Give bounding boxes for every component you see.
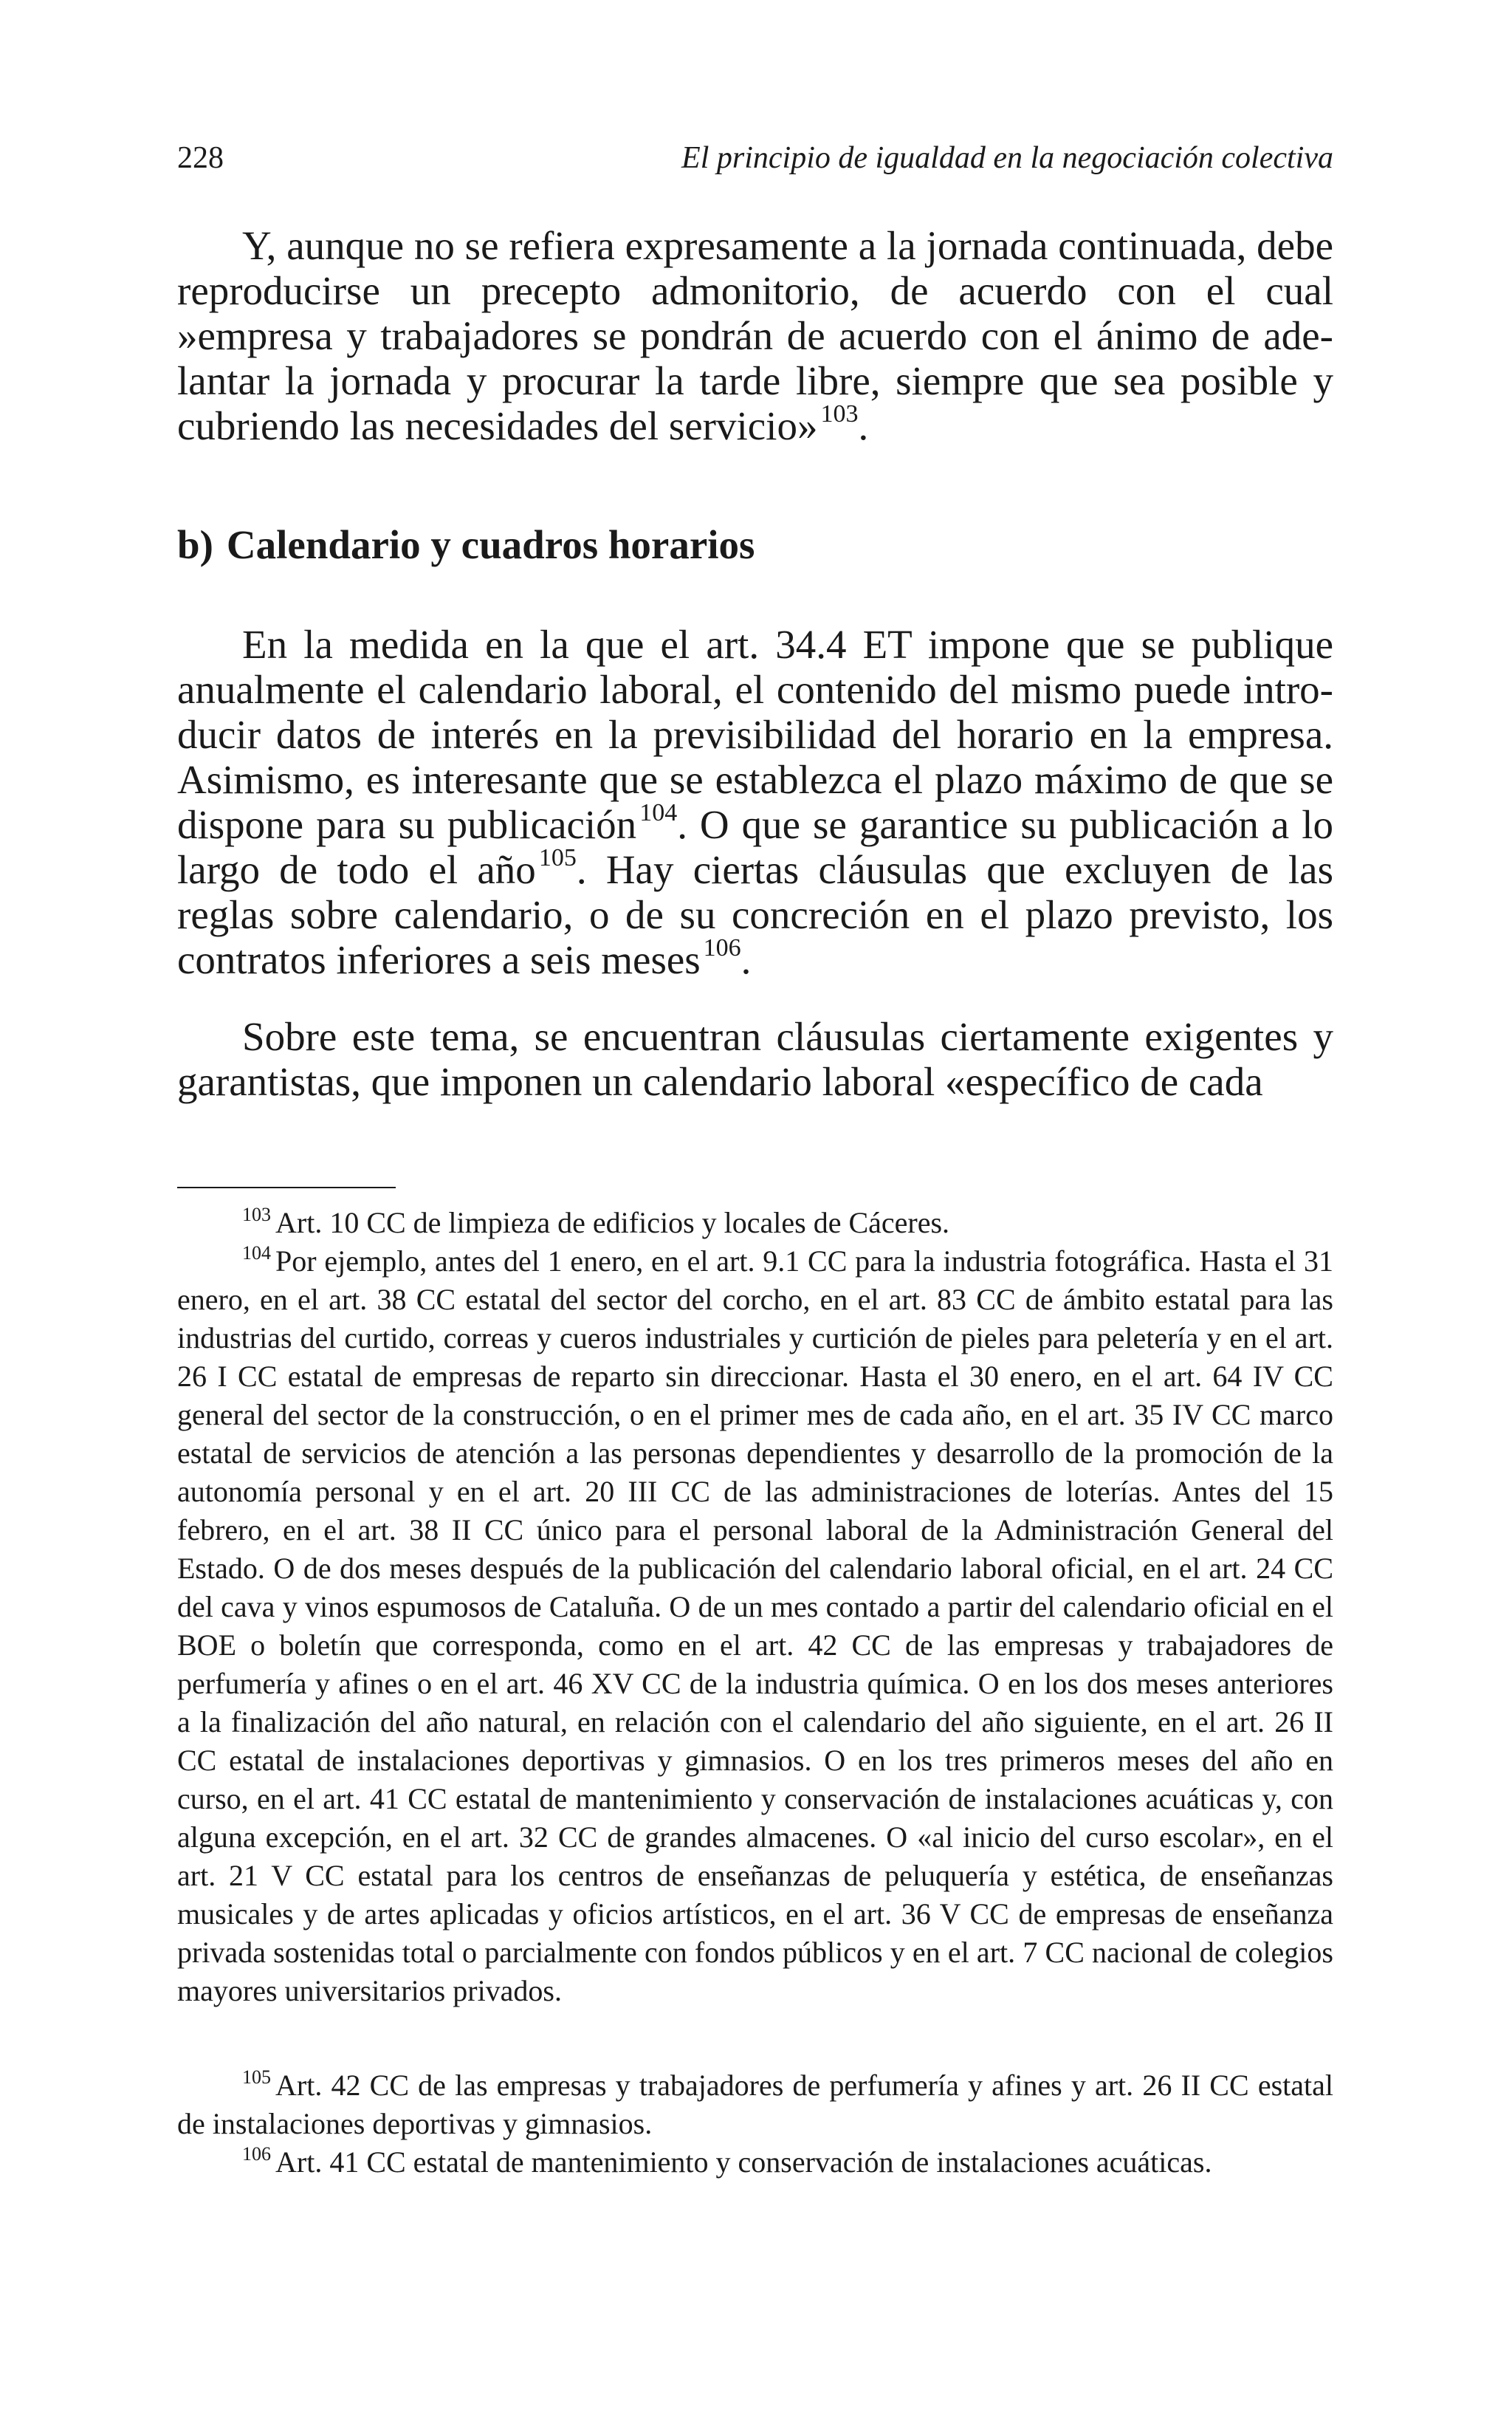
- footnote-text: Por ejemplo, antes del 1 enero, en el art. 9.1 CC para la industria fotográfica. Hasta el 31 enero, en el art. 38 CC estatal del sector del corcho, en el art. 83 CC de ámbito estatal para las industrias del curtido, correas y cueros industriales y curtición de pieles para peletería y en el art. 26 I CC estatal de empresas de reparto sin direccionar. Hasta el 30 enero, en el art. 64 IV CC general del sector de la construcción, o en el primer mes de cada año, en el art. 35 IV CC marco estatal de servicios de atención a las personas dependientes y desarrollo de la promoción de la autonomía personal y en el art. 20 III CC de las administraciones de loterías. Antes del 15 febrero, en el art. 38 II CC único para el personal laboral de la Administración General del Estado. O de dos meses después de la publicación del calendario laboral oficial, en el art. 24 CC del cava y vinos espumosos de Cataluña. O de un mes contado a partir del calendario oficial en el BOE o boletín que corresponda, como en el art. 42 CC de las empresas y trabajadores de perfumería y afines o en el art. 46 XV CC de la industria química. O en los dos meses anteriores a la finalización del año natural, en relación con el calendario del año siguiente, en el art. 26 II CC estatal de instalaciones deportivas y gimnasios. O en los tres primeros meses del año en curso, en el art. 41 CC estatal de mantenimiento y conservación de instalaciones acuáticas y, con alguna excepción, en el art. 32 CC de grandes almacenes. O «al inicio del curso escolar», en el art. 21 V CC estatal para los centros de enseñanzas de peluquería y estética, de enseñanzas musicales y de artes aplicadas y oficios artísticos, en el art. 36 V CC de empresas de enseñanza privada sostenidas total o parcialmente con fondos públicos y en el art. 7 CC nacional de colegios mayores universitarios privados.: [177, 1244, 1333, 2007]
- footnote-104: [177, 1242, 1333, 2010]
- paragraph-text: . O que se garantice su publicación a lo largo de todo el año: [177, 802, 1333, 892]
- section-title: Calendario y cuadros horarios: [226, 522, 755, 567]
- paragraph-text: Y, aunque no se refiera expresamente a la jornada continuada, debe reproducirse un precepto admonitorio, de acuerdo con el cual »empresa y trabajadores se pondrán de acuerdo con el ánimo de adelantar la jornada y procurar la tarde libre, siempre que sea posible y cubriendo las necesidades del servicio»: [177, 223, 1333, 448]
- footnote-text: Art. 42 CC de las empresas y trabajadores de perfumería y afines y art. 26 II CC estatal de instalaciones deportivas y gimnasios.: [177, 2069, 1333, 2140]
- section-marker: b): [177, 522, 213, 567]
- footnote-number: 103: [242, 1204, 271, 1225]
- paragraph-text: . Hay ciertas cláusulas que excluyen de las reglas sobre calendario, o de su concreción en el plazo previsto, los contratos inferiores a seis meses: [177, 847, 1333, 982]
- paragraph-text: En la medida en la que el art. 34.4 ET impone que se publique anualmente el calendario laboral, el contenido del mismo puede introducir datos de interés en la previsibilidad del horario en la empresa. Asimismo, es interesante que se establezca el plazo máximo de que se dispone para su publicación: [177, 622, 1333, 847]
- footnote-reference: 106: [703, 934, 741, 962]
- footnote-number: 106: [242, 2143, 271, 2165]
- section-heading: [177, 521, 755, 569]
- footnote-number: 104: [242, 1242, 271, 1264]
- body-paragraph-3: [177, 1014, 1333, 1104]
- footnote-103: [177, 1204, 1333, 1242]
- footnote-text: Art. 10 CC de limpieza de edificios y locales de Cáceres.: [275, 1206, 950, 1239]
- body-paragraph-1: [177, 223, 1333, 448]
- footnote-divider: [177, 1187, 396, 1188]
- paragraph-text: .: [858, 403, 869, 448]
- paragraph-text: .: [740, 937, 752, 982]
- footnote-text: Art. 41 CC estatal de mantenimiento y conservación de instalaciones acuáticas.: [275, 2145, 1212, 2179]
- footnote-106: [177, 2143, 1333, 2182]
- paragraph-text: Sobre este tema, se encuentran cláusulas ciertamente exigentes y garantistas, que imponen un calendario laboral «específico de cada: [177, 1014, 1333, 1104]
- book-title: El principio de igualdad en la negociación colectiva: [681, 141, 1333, 175]
- footnote-reference: 105: [538, 844, 577, 871]
- footnote-number: 105: [242, 2066, 271, 2088]
- body-paragraph-2: [177, 622, 1333, 982]
- footnote-reference: 104: [639, 799, 678, 826]
- footnote-105: [177, 2066, 1333, 2143]
- footnote-reference: 103: [820, 400, 859, 428]
- page-number: 228: [177, 141, 224, 175]
